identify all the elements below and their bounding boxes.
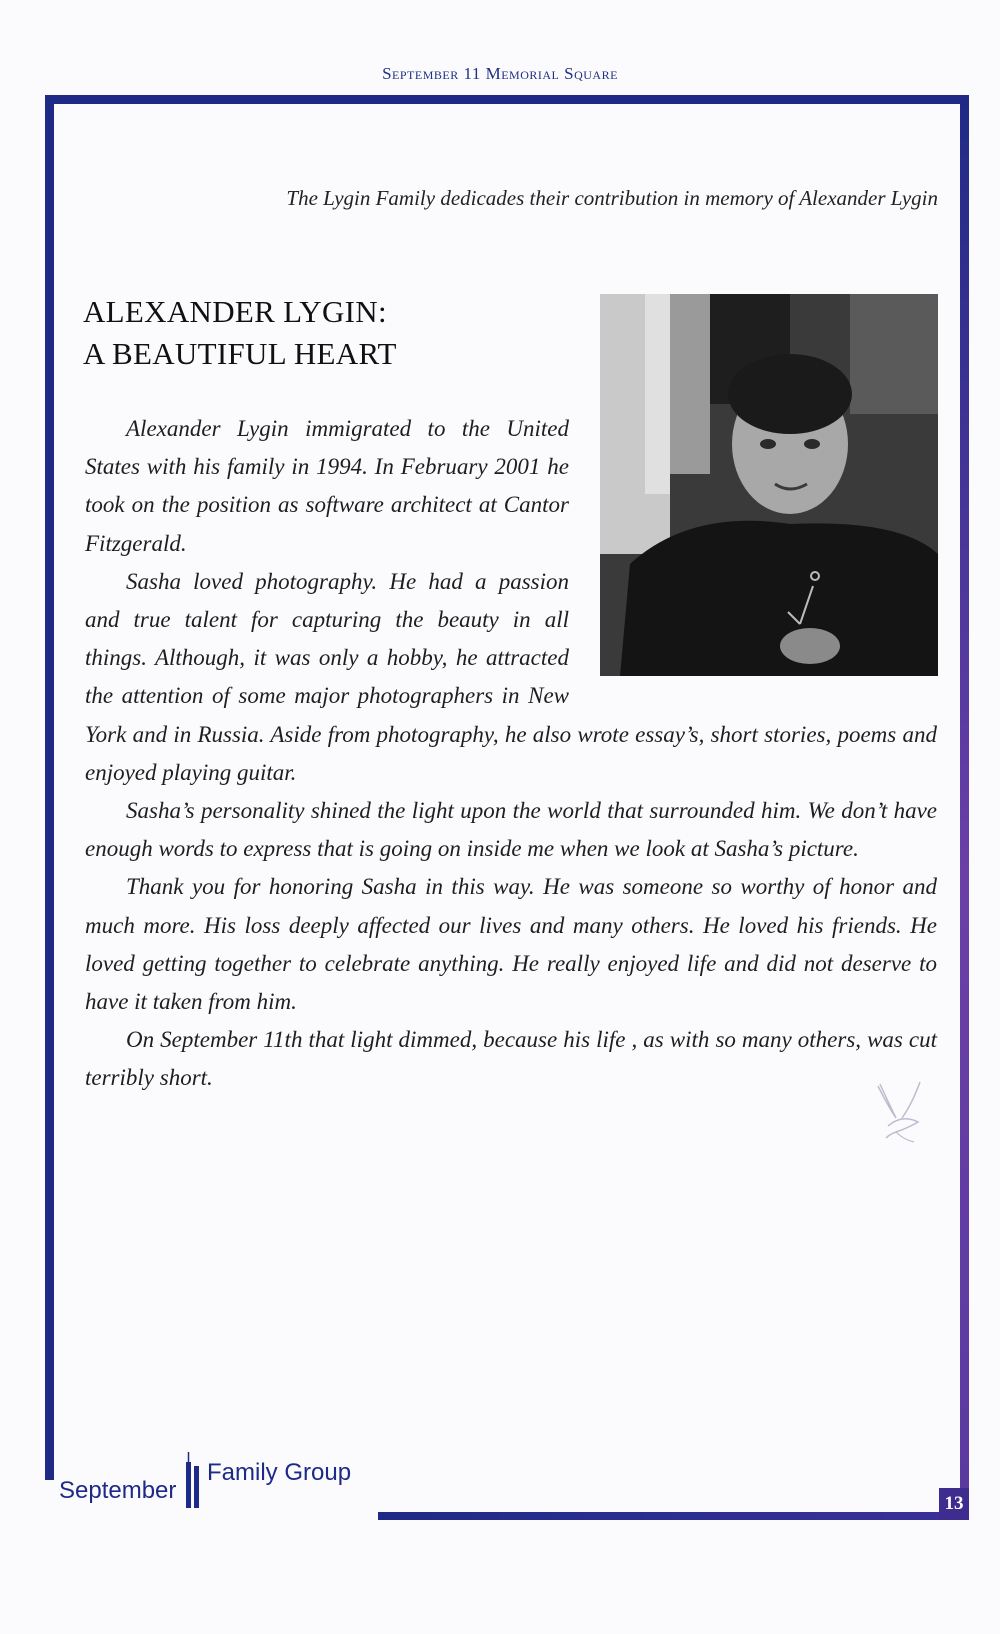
dove-icon [868,1076,932,1156]
page-number: 13 [939,1488,969,1520]
twin-towers-icon [182,1452,204,1508]
article-body [85,410,937,1098]
frame-top-border [45,95,969,104]
headline-line-2: A BEAUTIFUL HEART [83,336,397,371]
photo-wrap-spacer [569,410,937,710]
paragraph: Alexander Lygin immigrated to the United States with his family in 1994. In February 2001 he took on the position as software architect at Cantor Fitzgerald. [85,416,569,556]
paragraph: On September 11th that light dimmed, because his life , as with so many others, was cut terribly short. [85,1027,937,1091]
article-headline [83,291,397,375]
running-head: September 11 Memorial Square [382,64,618,83]
frame-right-border [960,95,969,1515]
paragraph: Sasha loved photography. He had a passion and true talent for capturing the beauty in all things. Although, it was only a hobby, he attracted the attention of some major photographers in New York and in Russia. Aside from photography, he also wrote essay’s, short stories, poems and enjoyed playing guitar. [85,568,937,785]
frame-bottom-border [378,1512,958,1520]
family-group-logo [59,1452,379,1508]
headline-line-1: ALEXANDER LYGIN: [83,294,387,329]
paragraph: Thank you for honoring Sasha in this way. He was someone so worthy of honor and much more. His loss deeply affected our lives and many others. He loved his friends. He loved getting together to celebrate anything. He really enjoyed life and did not deserve to have it taken from him. [85,874,937,1015]
dedication-line: The Lygin Family dedicades their contribution in memory of Alexander Lygin [286,186,938,210]
frame-left-border [45,95,54,1480]
logo-word-left: September [59,1477,177,1504]
paragraph: Sasha’s personality shined the light upon the world that surrounded him. We don’t have enough words to express that is going on inside me when we look at Sasha’s picture. [85,798,937,862]
logo-word-right: Family Group [207,1459,352,1486]
